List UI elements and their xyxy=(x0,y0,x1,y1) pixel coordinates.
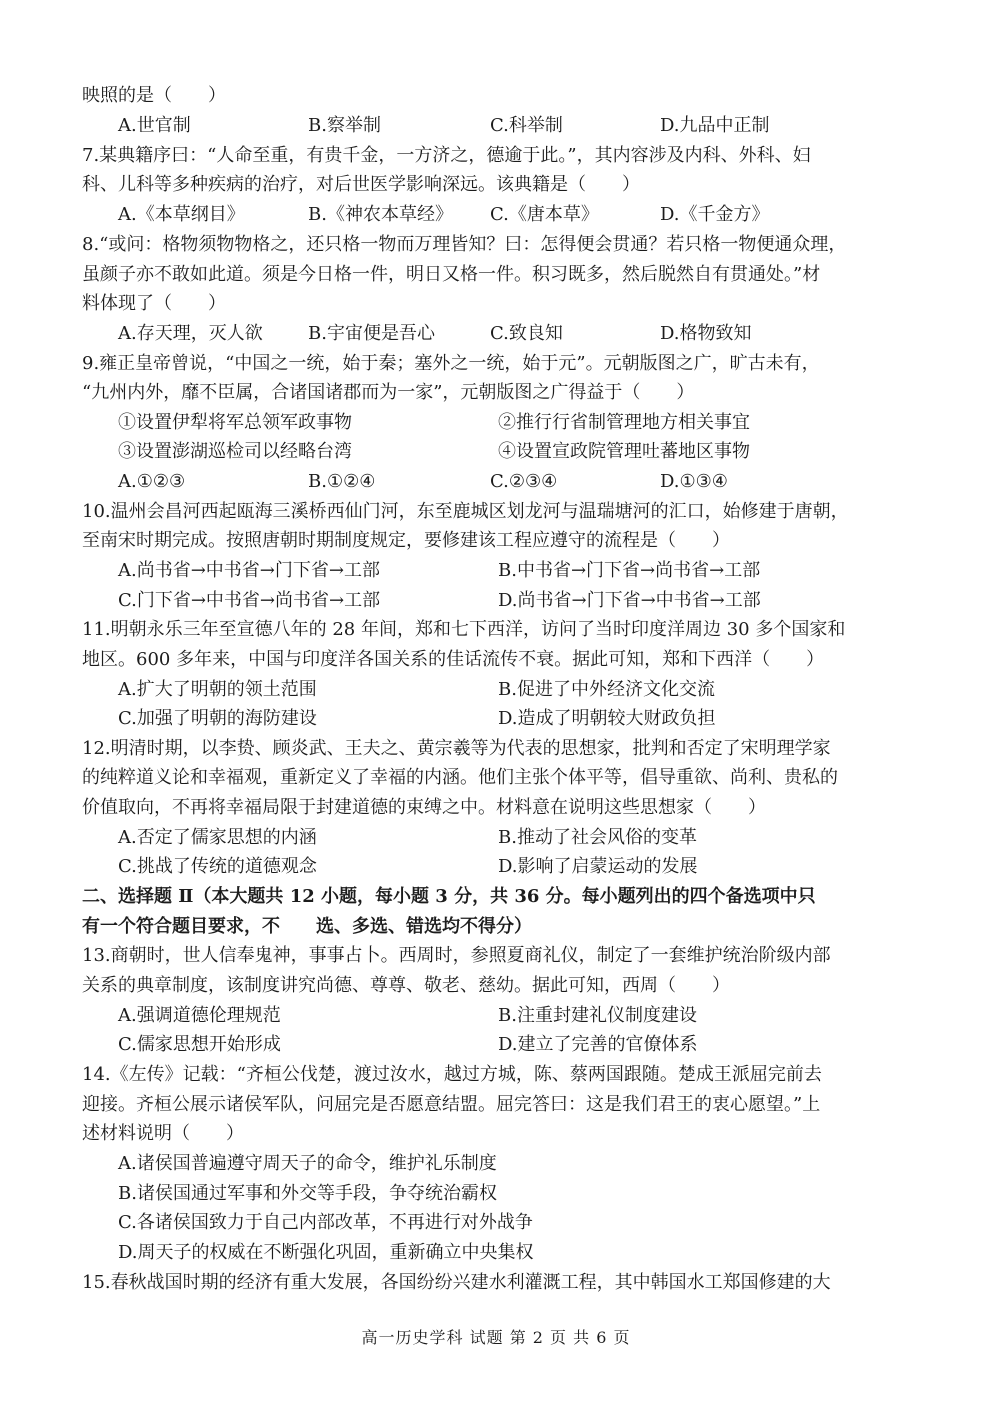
section-2-heading-line-2: 有一个符合题目要求，不 选、多选、错选均不得分） xyxy=(82,916,532,937)
q7-option-b: B.《神农本草经》 xyxy=(308,204,453,225)
q9-item-3: ③设置澎湖巡检司以经略台湾 xyxy=(118,441,352,462)
q13-stem-line-2: 关系的典章制度，该制度讲究尚德、尊尊、敬老、慈幼。据此可知，西周（ ） xyxy=(82,975,730,996)
q8-option-b: B.宇宙便是吾心 xyxy=(308,323,435,344)
q8-stem-line-1: 8.“或问：格物须物物格之，还只格一物而万理皆知？曰：怎得便会贯通？若只格一物便通众理， xyxy=(82,234,847,255)
q14-option-c: C.各诸侯国致力于自己内部改革，不再进行对外战争 xyxy=(118,1212,533,1233)
q9-item-2: ②推行行省制管理地方相关事宜 xyxy=(498,412,750,433)
q7-stem-line-1: 7.某典籍序曰：“人命至重，有贵千金，一方济之，德逾于此。”，其内容涉及内科、外科、妇 xyxy=(82,145,811,166)
page-footer: 高一历史学科 试题 第 2 页 共 6 页 xyxy=(361,1328,631,1347)
q7-stem-line-2: 科、儿科等多种疾病的治疗，对后世医学影响深远。该典籍是（ ） xyxy=(82,174,640,195)
q11-option-c: C.加强了明朝的海防建设 xyxy=(118,708,317,729)
q13-option-d: D.建立了完善的官僚体系 xyxy=(498,1034,698,1055)
q10-option-b: B.中书省→门下省→尚书省→工部 xyxy=(498,560,761,581)
q9-option-a: A.①②③ xyxy=(118,471,186,492)
q14-option-b: B.诸侯国通过军事和外交等手段，争夺统治霸权 xyxy=(118,1183,497,1204)
q13-option-b: B.注重封建礼仪制度建设 xyxy=(498,1005,697,1026)
q6-option-a: A.世官制 xyxy=(118,115,191,136)
q14-stem-line-1: 14.《左传》记载：“齐桓公伐楚，渡过汝水，越过方城，陈、蔡两国跟随。楚成王派屈完前去 xyxy=(82,1064,822,1085)
q8-option-d: D.格物致知 xyxy=(660,323,752,344)
q11-stem-line-2: 地区。600 多年来，中国与印度洋各国关系的佳话流传不衰。据此可知，郑和下西洋（ ） xyxy=(82,649,825,670)
q11-stem-line-1: 11.明朝永乐三年至宣德八年的 28 年间，郑和七下西洋，访问了当时印度洋周边 30 多个国家和 xyxy=(82,619,846,640)
q10-stem-line-2: 至南宋时期完成。按照唐朝时期制度规定，要修建该工程应遵守的流程是（ ） xyxy=(82,530,730,551)
q13-stem-line-1: 13.商朝时，世人信奉鬼神，事事占卜。西周时，参照夏商礼仪，制定了一套维护统治阶级内部 xyxy=(82,945,831,966)
q10-option-c: C.门下省→中书省→尚书省→工部 xyxy=(118,590,381,611)
q7-option-d: D.《千金方》 xyxy=(660,204,770,225)
q6-option-b: B.察举制 xyxy=(308,115,381,136)
q11-option-a: A.扩大了明朝的领土范围 xyxy=(118,679,317,700)
q9-stem-line-1: 9.雍正皇帝曾说，“中国之一统，始于秦；塞外之一统，始于元”。元朝版图之广，旷古未有， xyxy=(82,353,820,374)
q8-option-a: A.存天理，灭人欲 xyxy=(118,323,263,344)
q6-option-c: C.科举制 xyxy=(490,115,563,136)
q9-option-d: D.①③④ xyxy=(660,471,728,492)
q14-stem-line-2: 迎接。齐桓公展示诸侯军队，问屈完是否愿意结盟。屈完答曰：这是我们君王的衷心愿望。”上 xyxy=(82,1094,821,1115)
q11-option-b: B.促进了中外经济文化交流 xyxy=(498,679,715,700)
q7-option-a: A.《本草纲目》 xyxy=(118,204,245,225)
q6-stem-tail: 映照的是（ ） xyxy=(82,85,226,106)
q9-item-4: ④设置宣政院管理吐蕃地区事物 xyxy=(498,441,750,462)
q10-stem-line-1: 10.温州会昌河西起瓯海三溪桥西仙门河，东至鹿城区划龙河与温瑞塘河的汇口，始修建于唐朝， xyxy=(82,501,849,522)
q9-option-c: C.②③④ xyxy=(490,471,558,492)
q14-option-d: D.周天子的权威在不断强化巩固，重新确立中央集权 xyxy=(118,1242,534,1263)
q12-option-a: A.否定了儒家思想的内涵 xyxy=(118,827,317,848)
q12-option-d: D.影响了启蒙运动的发展 xyxy=(498,856,698,877)
q9-stem-line-2: “九州内外，靡不臣属，合诸国诸郡而为一家”，元朝版图之广得益于（ ） xyxy=(82,382,695,403)
q12-stem-line-3: 价值取向，不再将幸福局限于封建道德的束缚之中。材料意在说明这些思想家（ ） xyxy=(82,797,766,818)
q14-stem-line-3: 述材料说明（ ） xyxy=(82,1123,244,1144)
q9-item-1: ①设置伊犁将军总领军政事物 xyxy=(118,412,352,433)
q12-stem-line-2: 的纯粹道义论和幸福观，重新定义了幸福的内涵。他们主张个体平等，倡导重欲、尚利、贵私的 xyxy=(82,767,838,788)
q12-stem-line-1: 12.明清时期，以李贽、顾炎武、王夫之、黄宗羲等为代表的思想家，批判和否定了宋明理学家 xyxy=(82,738,831,759)
q9-option-b: B.①②④ xyxy=(308,471,376,492)
q8-stem-line-3: 料体现了（ ） xyxy=(82,293,226,314)
section-2-heading-line-1: 二、选择题 Ⅱ（本大题共 12 小题，每小题 3 分，共 36 分。每小题列出的四个备选项中只 xyxy=(82,886,816,907)
q13-option-a: A.强调道德伦理规范 xyxy=(118,1005,281,1026)
q8-option-c: C.致良知 xyxy=(490,323,563,344)
q6-option-d: D.九品中正制 xyxy=(660,115,770,136)
q14-option-a: A.诸侯国普遍遵守周天子的命令，维护礼乐制度 xyxy=(118,1153,497,1174)
q12-option-b: B.推动了社会风俗的变革 xyxy=(498,827,697,848)
q15-stem-line-1: 15.春秋战国时期的经济有重大发展，各国纷纷兴建水利灌溉工程，其中韩国水工郑国修建的大 xyxy=(82,1272,831,1293)
q10-option-a: A.尚书省→中书省→门下省→工部 xyxy=(118,560,380,581)
q13-option-c: C.儒家思想开始形成 xyxy=(118,1034,281,1055)
q11-option-d: D.造成了明朝较大财政负担 xyxy=(498,708,716,729)
q10-option-d: D.尚书省→门下省→中书省→工部 xyxy=(498,590,761,611)
q8-stem-line-2: 虽颜子亦不敢如此道。须是今日格一件，明日又格一件。积习既多，然后脱然自有贯通处。”材 xyxy=(82,264,821,285)
q7-option-c: C.《唐本草》 xyxy=(490,204,599,225)
q12-option-c: C.挑战了传统的道德观念 xyxy=(118,856,317,877)
